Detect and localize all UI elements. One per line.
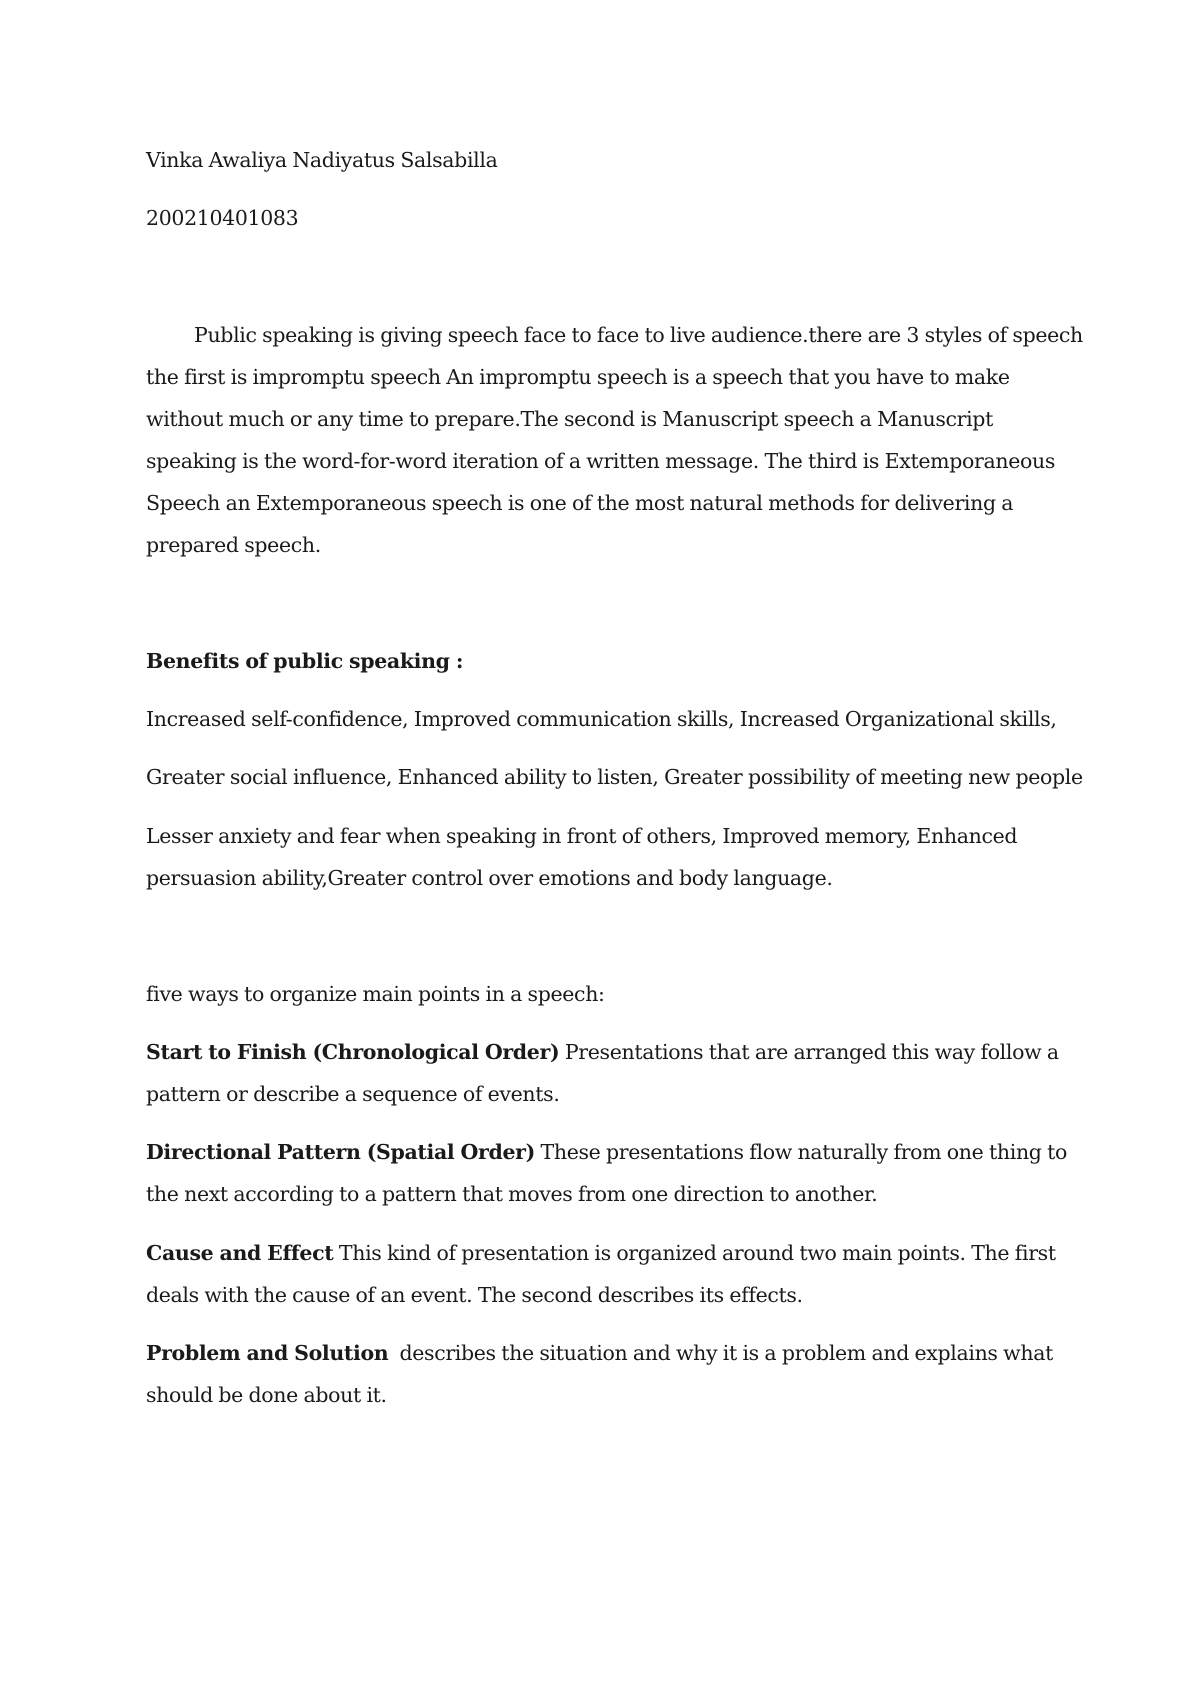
organize-item-text: deals with the cause of an event. The second describes its effects. xyxy=(146,1283,803,1307)
organize-item xyxy=(146,1243,1056,1264)
organize-item-term: Directional Pattern (Spatial Order) xyxy=(146,1140,535,1164)
organize-item xyxy=(146,1343,1053,1364)
organize-item xyxy=(146,1042,1059,1063)
organize-item-text: Presentations that are arranged this way follow a xyxy=(559,1040,1059,1064)
benefits-line: persuasion ability,Greater control over emotions and body language. xyxy=(146,866,833,890)
author-name: Vinka Awaliya Nadiyatus Salsabilla xyxy=(146,148,498,172)
organize-item-term: Start to Finish (Chronological Order) xyxy=(146,1040,560,1064)
intro-line: prepared speech. xyxy=(146,533,321,557)
organize-item-term: Cause and Effect xyxy=(146,1241,334,1265)
benefits-heading: Benefits of public speaking : xyxy=(146,649,464,673)
organize-item-text: pattern or describe a sequence of events. xyxy=(146,1082,560,1106)
student-id: 200210401083 xyxy=(146,206,299,230)
intro-line: without much or any time to prepare.The second is Manuscript speech a Manuscript xyxy=(146,407,993,431)
benefits-line: Lesser anxiety and fear when speaking in front of others, Improved memory, Enhanced xyxy=(146,824,1018,848)
intro-line: the first is impromptu speech An impromptu speech is a speech that you have to make xyxy=(146,365,1010,389)
benefits-line: Greater social influence, Enhanced ability to listen, Greater possibility of meeting new people xyxy=(146,765,1083,789)
organize-item-text: describes the situation and why it is a problem and explains what xyxy=(388,1341,1053,1365)
organize-item-term: Problem and Solution xyxy=(146,1341,389,1365)
organize-item-text: This kind of presentation is organized around two main points. The first xyxy=(333,1241,1056,1265)
intro-line: Public speaking is giving speech face to face to live audience.there are 3 styles of speech xyxy=(194,323,1083,347)
organize-item-text: should be done about it. xyxy=(146,1383,387,1407)
organize-item-text: the next according to a pattern that moves from one direction to another. xyxy=(146,1182,878,1206)
benefits-line: Increased self-confidence, Improved communication skills, Increased Organizational skills, xyxy=(146,707,1057,731)
intro-line: Speech an Extemporaneous speech is one of the most natural methods for delivering a xyxy=(146,491,1014,515)
intro-line: speaking is the word-for-word iteration of a written message. The third is Extemporaneous xyxy=(146,449,1055,473)
organize-item-text: These presentations flow naturally from one thing to xyxy=(534,1140,1068,1164)
organize-item xyxy=(146,1142,1067,1163)
organize-intro: five ways to organize main points in a speech: xyxy=(146,982,605,1006)
